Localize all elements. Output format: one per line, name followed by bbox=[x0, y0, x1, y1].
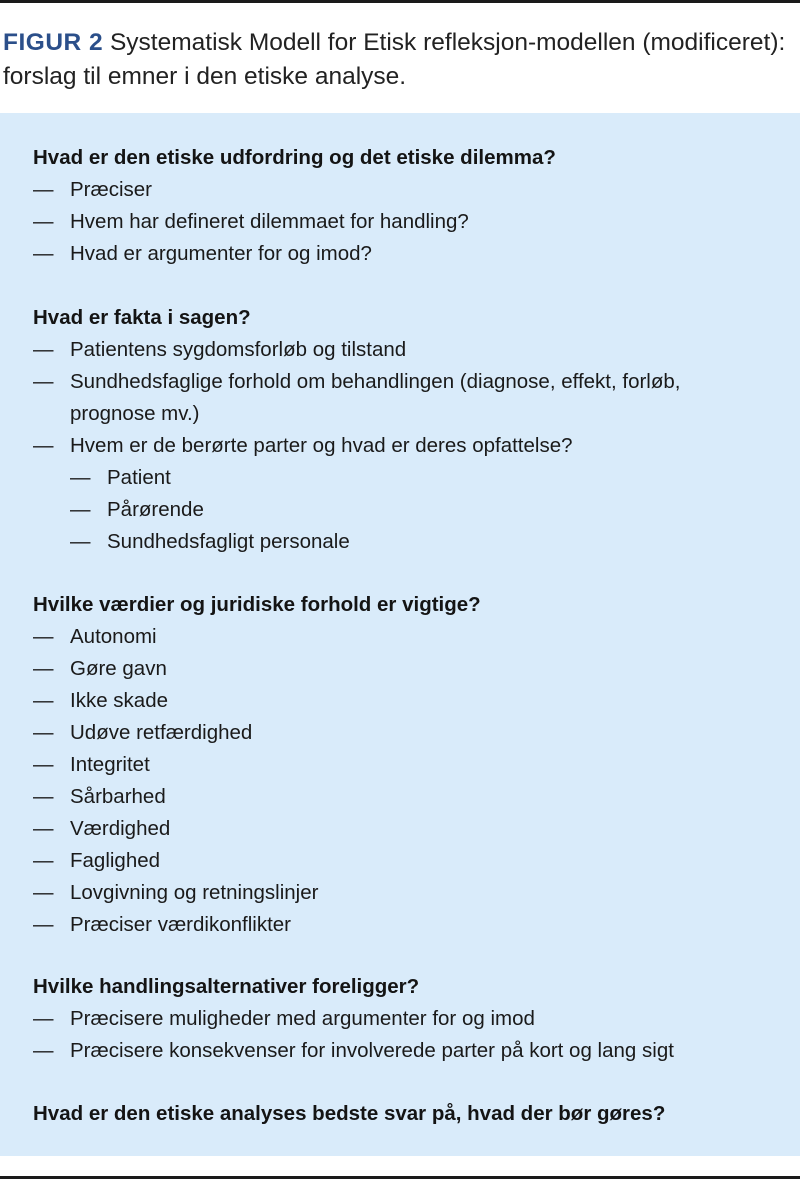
dash-bullet: — bbox=[33, 178, 54, 201]
dash-bullet: — bbox=[33, 625, 54, 648]
dash-bullet: — bbox=[70, 530, 91, 553]
list-item-text: Præcisere muligheder med argumenter for og imod bbox=[70, 1007, 535, 1030]
dash-bullet: — bbox=[33, 1039, 54, 1062]
dash-bullet: — bbox=[33, 913, 54, 936]
section-conclusion bbox=[33, 1098, 793, 1130]
figure-label: FIGUR 2 bbox=[3, 29, 104, 56]
list-item-text: Hvad er argumenter for og imod? bbox=[70, 242, 372, 265]
list-item-text: Faglighed bbox=[70, 849, 161, 872]
list-item bbox=[33, 877, 793, 909]
list-item bbox=[33, 366, 733, 430]
sub-list-item bbox=[33, 494, 793, 526]
list-item bbox=[33, 334, 793, 366]
section-facts bbox=[33, 302, 793, 558]
list-item-text: Autonomi bbox=[70, 625, 157, 648]
dash-bullet: — bbox=[33, 881, 54, 904]
sub-list-item bbox=[33, 526, 793, 558]
list-item bbox=[33, 845, 793, 877]
figure-caption bbox=[3, 26, 793, 94]
list-item bbox=[33, 749, 793, 781]
figure-caption-text: Systematisk Modell for Etisk refleksjon-modellen (modificeret): forslag til emner i den etiske analyse. bbox=[3, 29, 786, 90]
bottom-rule bbox=[0, 1176, 800, 1179]
section-values bbox=[33, 589, 793, 941]
dash-bullet: — bbox=[33, 370, 54, 393]
list-item-text: Præciser bbox=[70, 178, 153, 201]
list-item-text: Sundhedsfagligt personale bbox=[107, 530, 350, 553]
list-item bbox=[33, 909, 793, 941]
list-item-text: Lovgivning og retningslinjer bbox=[70, 881, 319, 904]
list-item bbox=[33, 1003, 793, 1035]
list-item bbox=[33, 206, 793, 238]
list-item-text: Integritet bbox=[70, 753, 150, 776]
top-rule bbox=[0, 0, 800, 3]
list-item-text: Hvem har defineret dilemmaet for handling? bbox=[70, 210, 469, 233]
list-item bbox=[33, 1035, 793, 1067]
list-item-text: Gøre gavn bbox=[70, 657, 167, 680]
list-item bbox=[33, 174, 793, 206]
list-item bbox=[33, 653, 793, 685]
list-item-text: Ikke skade bbox=[70, 689, 168, 712]
list-item bbox=[33, 621, 793, 653]
dash-bullet: — bbox=[33, 657, 54, 680]
list-item-text: Sundhedsfaglige forhold om behandlingen (diagnose, effekt, forløb, prognose mv.) bbox=[70, 370, 681, 425]
list-item-text: Præciser værdikonflikter bbox=[70, 913, 291, 936]
sub-list-item bbox=[33, 462, 793, 494]
dash-bullet: — bbox=[33, 785, 54, 808]
dash-bullet: — bbox=[33, 1007, 54, 1030]
dash-bullet: — bbox=[33, 242, 54, 265]
content-panel bbox=[0, 113, 800, 1156]
dash-bullet: — bbox=[70, 466, 91, 489]
dash-bullet: — bbox=[33, 689, 54, 712]
dash-bullet: — bbox=[70, 498, 91, 521]
list-item bbox=[33, 717, 793, 749]
list-item bbox=[33, 781, 793, 813]
dash-bullet: — bbox=[33, 338, 54, 361]
list-item-text: Pårørende bbox=[107, 498, 204, 521]
list-item-text: Patient bbox=[107, 466, 171, 489]
section-heading: Hvad er den etiske udfordring og det etiske dilemma? bbox=[33, 146, 556, 169]
dash-bullet: — bbox=[33, 434, 54, 457]
list-item bbox=[33, 813, 793, 845]
dash-bullet: — bbox=[33, 721, 54, 744]
list-item-text: Værdighed bbox=[70, 817, 171, 840]
section-heading: Hvilke handlingsalternativer foreligger? bbox=[33, 975, 420, 998]
list-item-text: Sårbarhed bbox=[70, 785, 166, 808]
list-item-text: Præcisere konsekvenser for involverede parter på kort og lang sigt bbox=[70, 1039, 674, 1062]
section-heading: Hvad er fakta i sagen? bbox=[33, 306, 251, 329]
list-item bbox=[33, 238, 793, 270]
section-heading: Hvad er den etiske analyses bedste svar på, hvad der bør gøres? bbox=[33, 1102, 666, 1125]
list-item-text: Hvem er de berørte parter og hvad er deres opfattelse? bbox=[70, 434, 573, 457]
list-item-text: Udøve retfærdighed bbox=[70, 721, 253, 744]
dash-bullet: — bbox=[33, 753, 54, 776]
list-item-text: Patientens sygdomsforløb og tilstand bbox=[70, 338, 407, 361]
list-item bbox=[33, 430, 793, 462]
section-heading: Hvilke værdier og juridiske forhold er vigtige? bbox=[33, 593, 481, 616]
section-ethical-challenge bbox=[33, 142, 793, 270]
dash-bullet: — bbox=[33, 817, 54, 840]
dash-bullet: — bbox=[33, 210, 54, 233]
section-alternatives bbox=[33, 971, 793, 1067]
dash-bullet: — bbox=[33, 849, 54, 872]
list-item bbox=[33, 685, 793, 717]
